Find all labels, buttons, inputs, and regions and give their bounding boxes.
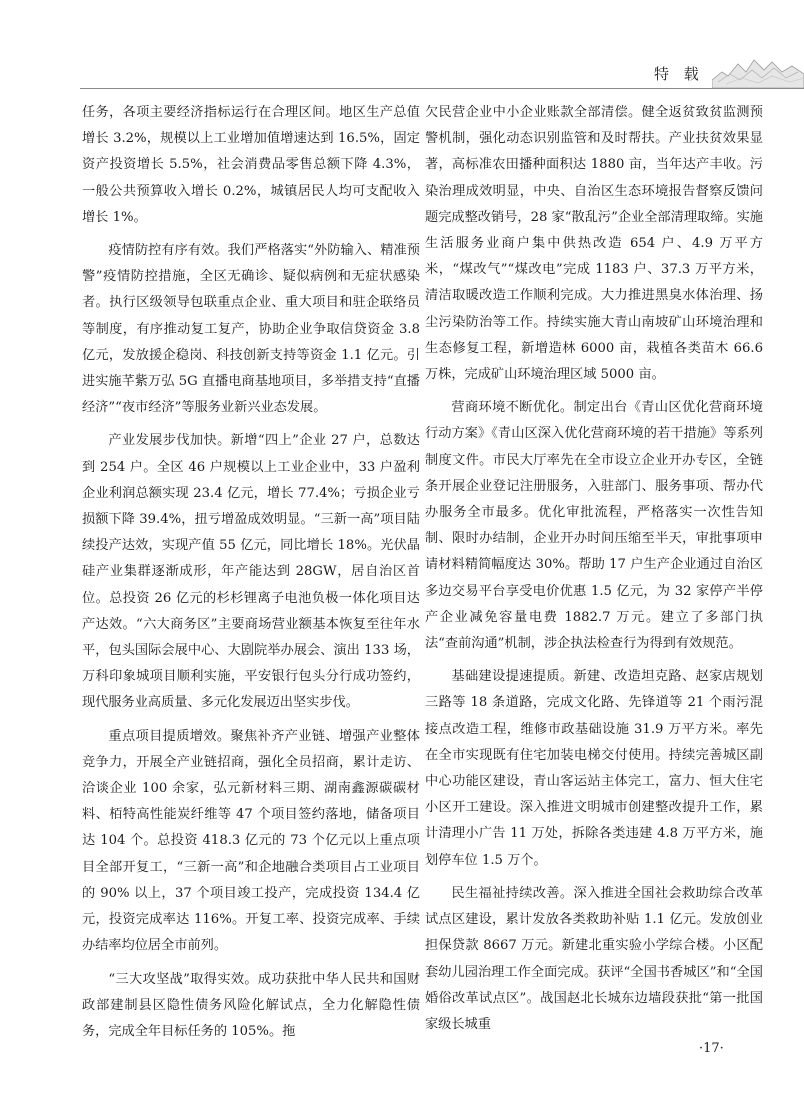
mountain-decoration-icon bbox=[712, 50, 804, 88]
paragraph: 产业发展步伐加快。新增“四上”企业 27 户，总数达到 254 户。全区 46 户规模以上工业企业中，33 户盈利企业利润总额实现 23.4 亿元，增长 77.4%；亏损企业亏损额下降 39.4%，扭亏增盈成效明显。“三新一高”项目陆续投产达效，实现产值 55 亿元，同比增长 18%。光伏晶硅产业集群逐渐成形，年产能达到 28GW，居自治区首位。总投资 26 亿元的杉杉锂离子电池负极一体化项目达产达效。“六大商务区”主要商场营业额基本恢复至往年水平，包头国际会展中心、大剧院举办展会、演出 133 场，万科印象城项目顺利实施，平安银行包头分行成功签约，现代服务业高质量、多元化发展迈出坚实步伐。 bbox=[82, 433, 420, 711]
paragraph: “三大攻坚战”取得实效。成功获批中华人民共和国财政部建制县区隐性债务风险化解试点，全力化解隐性债务，完成全年目标任务的 105%。拖 bbox=[82, 971, 420, 1039]
paragraph: 疫情防控有序有效。我们严格落实“外防输入、精准预警”疫情防控措施，全区无确诊、疑似病例和无症状感染者。执行区级领导包联重点企业、重大项目和驻企联络员等制度，有序推动复工复产，协助企业争取信贷资金 3.8 亿元，发放援企稳岗、科技创新支持等资金 1.1 亿元。引进实施芊紫万弘 5G 直播电商基地项目，多举措支持“直播经济”“夜市经济”等服务业新兴业态发展。 bbox=[82, 243, 420, 416]
left-column bbox=[82, 100, 420, 1052]
paragraph: 任务，各项主要经济指标运行在合理区间。地区生产总值增长 3.2%，规模以上工业增加值增速达到 16.5%，固定资产投资增长 5.5%，社会消费品零售总额下降 4.3%，一般公共预算收入增长 0.2%，城镇居民人均可支配收入增长 1%。 bbox=[82, 105, 420, 225]
page-number: ·17· bbox=[699, 1041, 724, 1056]
right-column bbox=[425, 100, 763, 1045]
paragraph: 民生福祉持续改善。深入推进全国社会救助综合改革试点区建设，累计发放各类救助补贴 1.1 亿元。发放创业担保贷款 8667 万元。新建北重实验小学综合楼。小区配套幼儿园治理工作全面完成。获评“全国书香城区”和“全国婚俗改革试点区”。战国赵北长城东边墙段获批“第一批国家级长城重 bbox=[425, 885, 763, 1032]
section-label: 特 载 bbox=[654, 65, 704, 83]
paragraph: 营商环境不断优化。制定出台《青山区优化营商环境行动方案》《青山区深入优化营商环境的若干措施》等系列制度文件。市民大厅率先在全市设立企业开办专区，全链条开展企业登记注册服务，入驻部门、服务事项、帮办代办服务全市最多。优化审批流程，严格落实一次性告知制、限时办结制，企业开办时间压缩至半天，审批事项申请材料精简幅度达 30%。帮助 17 户生产企业通过自治区多边交易平台享受电价优惠 1.5 亿元，为 32 家停产半停产企业减免容量电费 1882.7 万元。建立了多部门执法“查前沟通”机制，涉企执法检查行为得到有效规范。 bbox=[425, 400, 763, 652]
header-rule bbox=[80, 88, 804, 89]
page-header bbox=[0, 0, 804, 96]
paragraph: 重点项目提质增效。聚焦补齐产业链、增强产业整体竞争力，开展全产业链招商，强化全员招商，累计走访、洽谈企业 100 余家，弘元新材料三期、湖南鑫源碳碳材料、栢特高性能炭纤维等 47 个项目签约落地，储备项目达 104 个。总投资 418.3 亿元的 73 个亿元以上重点项目全部开复工，“三新一高”和企地融合类项目占工业项目的 90% 以上，37 个项目竣工投产，完成投资 134.4 亿元，投资完成率达 116%。开复工率、投资完成率、手续办结率均位居全市前列。 bbox=[82, 728, 420, 954]
paragraph: 欠民营企业中小企业账款全部清偿。健全返贫致贫监测预警机制，强化动态识别监管和及时帮扶。产业扶贫效果显著，高标准农田播种面积达 1880 亩，当年达产丰收。污染治理成效明显，中央、自治区生态环境报告督察反馈问题完成整改销号，28 家“散乱污”企业全部清理取缔。实施生活服务业商户集中供热改造 654 户、4.9 万平方米，“煤改气”“煤改电”完成 1183 户、37.3 万平方米，清洁取暖改造工作顺利完成。大力推进黑臭水体治理、扬尘污染防治等工作。持续实施大青山南坡矿山环境治理和生态修复工程，新增造林 6000 亩，栽植各类苗木 66.6 万株，完成矿山环境治理区域 5000 亩。 bbox=[425, 105, 763, 383]
paragraph: 基础建设提速提质。新建、改造坦克路、赵家店规划三路等 18 条道路，完成文化路、先锋道等 21 个雨污混接点改造工程，维修市政基础设施 31.9 万平方米。率先在全市实现既有住宅加装电梯交付使用。持续完善城区副中心功能区建设，青山客运站主体完工，富力、恒大住宅小区开工建设。深入推进文明城市创建整改提升工作，累计清理小广告 11 万处，拆除各类违建 4.8 万平方米，施划停车位 1.5 万个。 bbox=[425, 669, 763, 868]
